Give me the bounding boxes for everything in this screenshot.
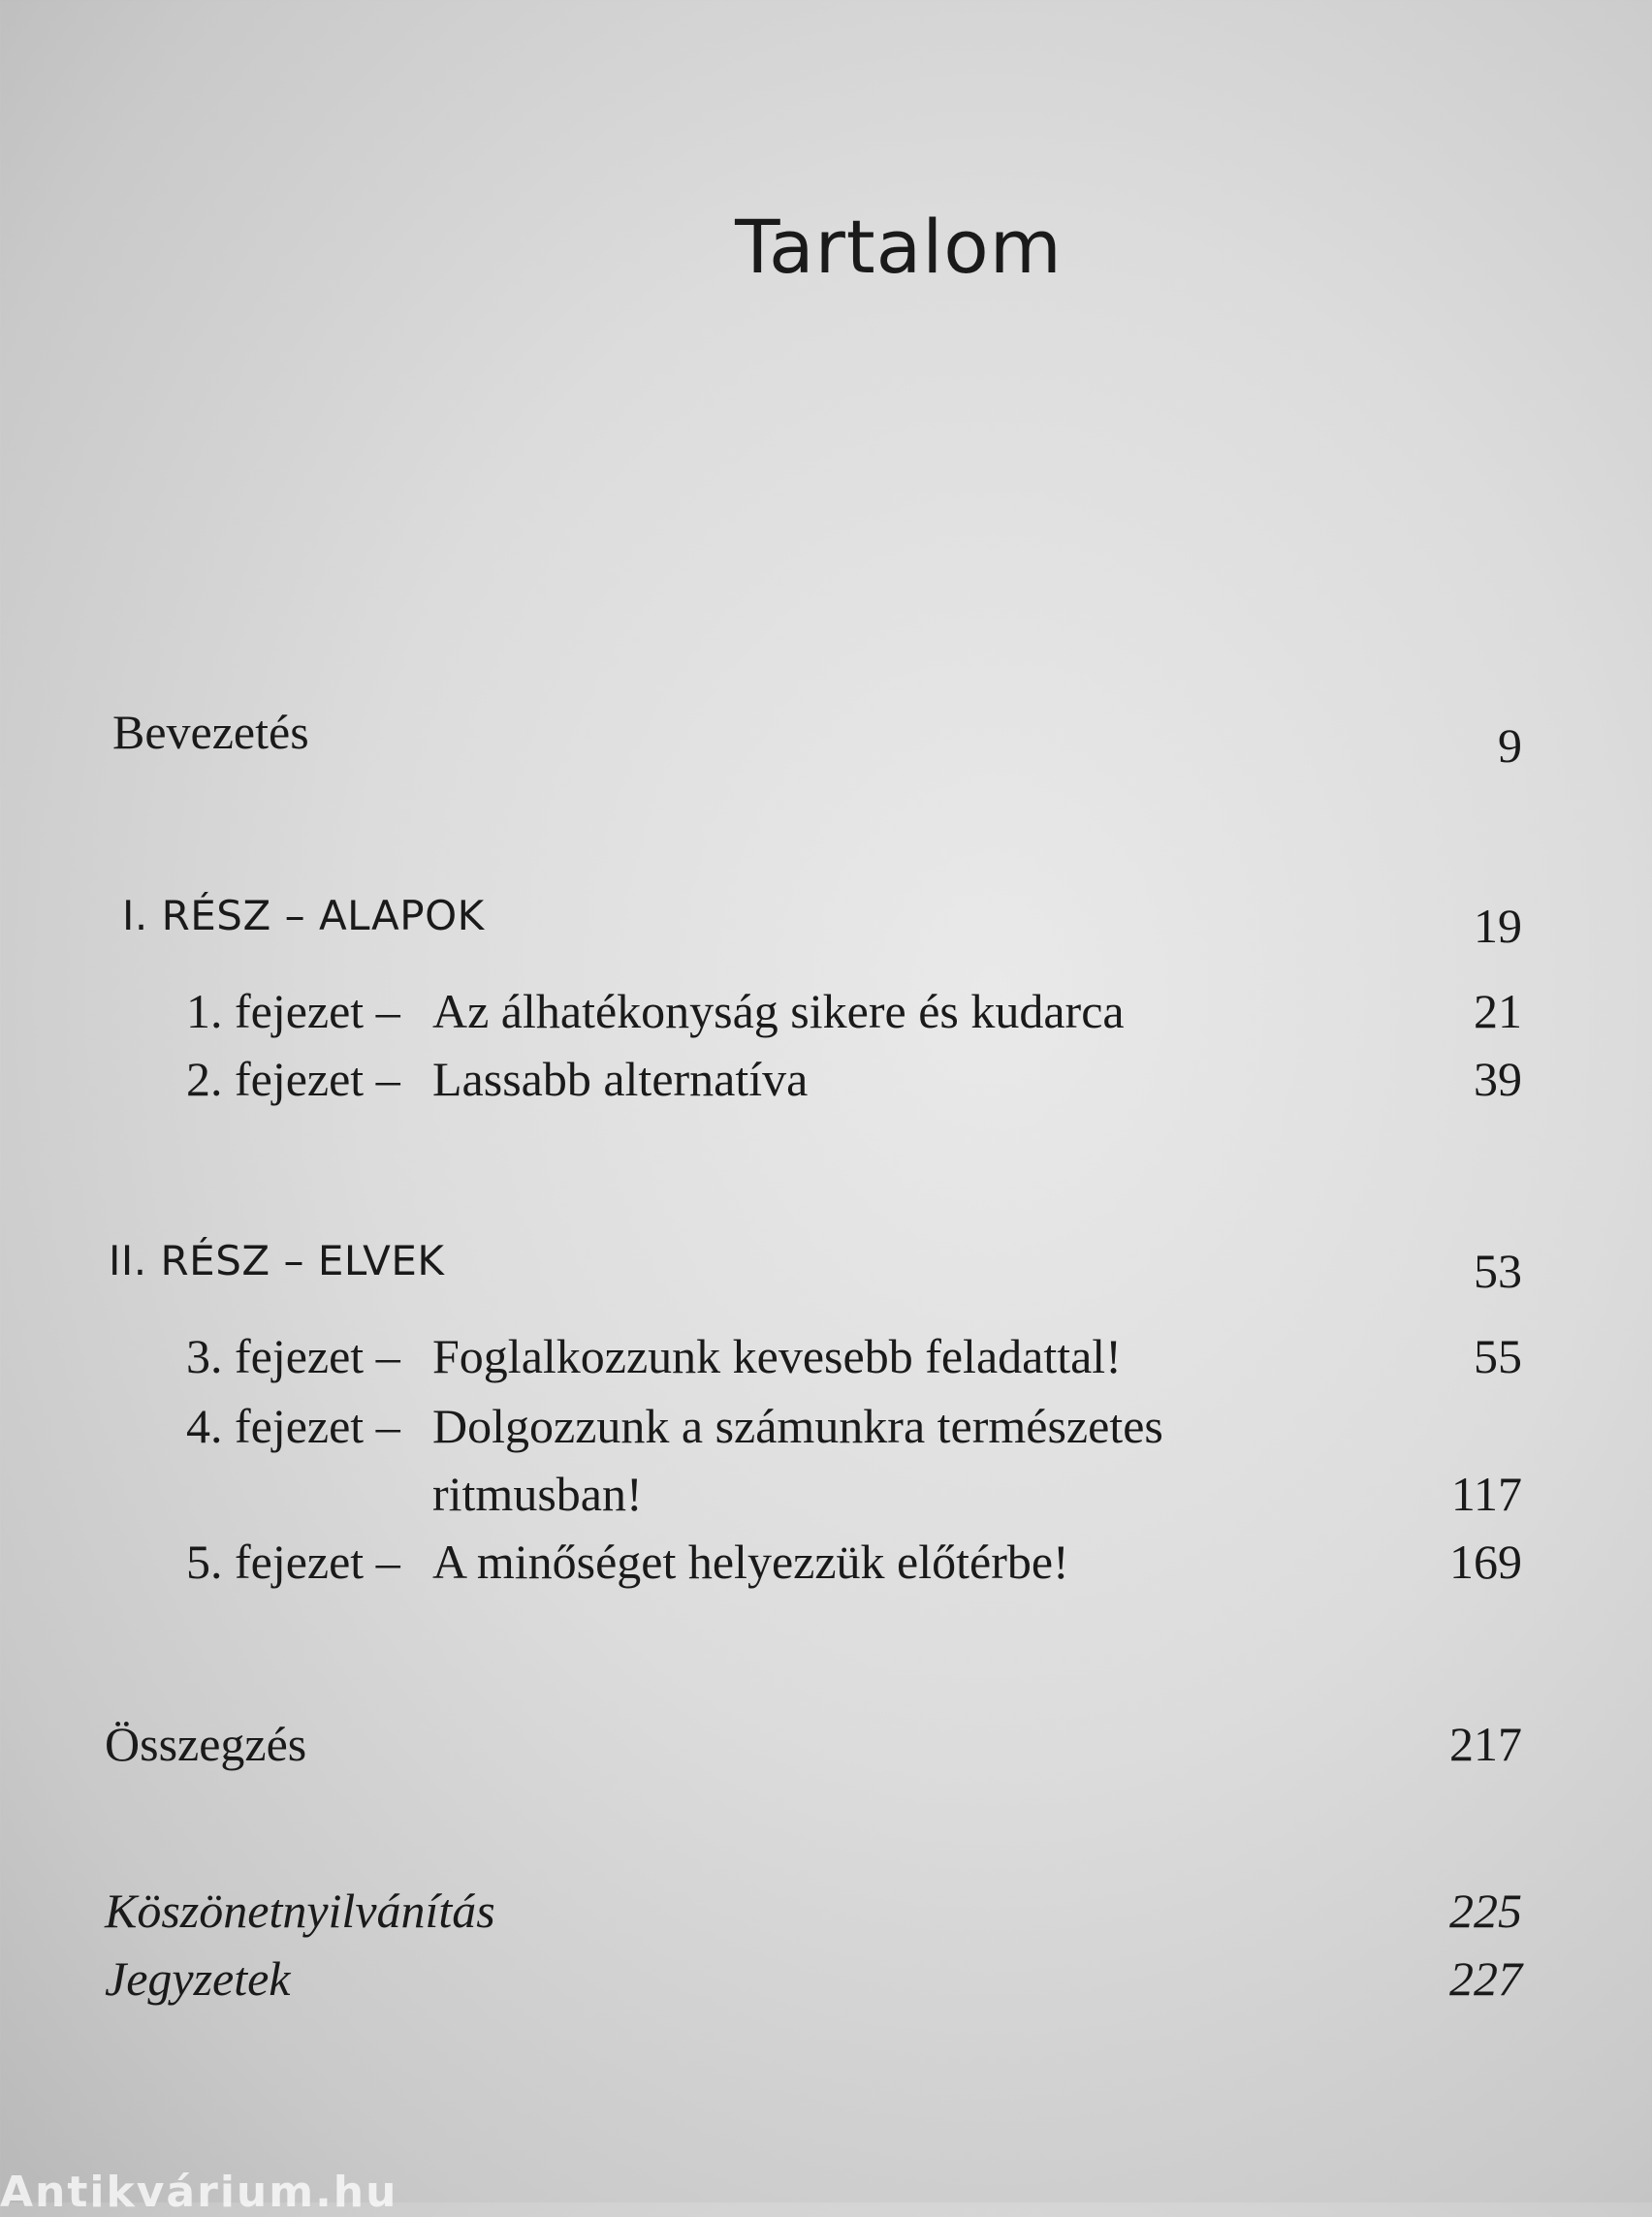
toc-entry-page: 227: [1449, 1951, 1522, 2006]
toc-entry-page: 225: [1449, 1884, 1522, 1938]
chapter-number: 3. fejezet –: [186, 1329, 400, 1383]
chapter-page: 21: [1474, 984, 1522, 1038]
toc-entry-page: 217: [1449, 1717, 1522, 1771]
toc-part-2[interactable]: [0, 1233, 1652, 1301]
toc-part-page: 19: [1474, 899, 1522, 953]
chapter-page: 39: [1474, 1052, 1522, 1106]
toc-chapter-1[interactable]: [0, 983, 1652, 1051]
chapter-title-line-1: Dolgozzunk a számunkra természetes: [432, 1399, 1163, 1453]
page-title: Tartalom: [735, 204, 1063, 290]
toc-part-label: II. RÉSZ – ELVEK: [109, 1237, 445, 1284]
toc-part-1[interactable]: [0, 888, 1652, 956]
toc-entry-intro[interactable]: [0, 704, 1652, 772]
toc-entry-label: Bevezetés: [112, 705, 309, 759]
toc-part-label: I. RÉSZ – ALAPOK: [122, 892, 485, 939]
toc-entry-label: Összegzés: [105, 1717, 307, 1771]
toc-part-page: 53: [1474, 1244, 1522, 1298]
chapter-number: 4. fejezet –: [186, 1399, 400, 1453]
toc-entry-acknowledgements[interactable]: [0, 1883, 1652, 1950]
toc-chapter-5[interactable]: [0, 1534, 1652, 1601]
chapter-title: Az álhatékonyság sikere és kudarca: [432, 984, 1125, 1038]
chapter-title: A minőséget helyezzük előtérbe!: [432, 1535, 1069, 1589]
toc-chapter-4[interactable]: [0, 1398, 1652, 1534]
chapter-number: 1. fejezet –: [186, 984, 400, 1038]
chapter-page: 117: [1450, 1467, 1522, 1521]
show-through-line: [0, 308, 1652, 358]
chapter-page: 55: [1474, 1329, 1522, 1383]
toc-chapter-3[interactable]: [0, 1328, 1652, 1396]
toc-entry-label: Jegyzetek: [105, 1951, 291, 2006]
chapter-title: Lassabb alternatíva: [432, 1052, 809, 1106]
show-through-line: [0, 374, 1652, 424]
chapter-title: Foglalkozzunk kevesebb feladattal!: [432, 1329, 1122, 1383]
show-through-line: [0, 242, 1652, 292]
toc-entry-notes[interactable]: [0, 1950, 1652, 2018]
chapter-title-line-2: ritmusban!: [432, 1467, 643, 1521]
toc-entry-label: Köszönetnyilvánítás: [105, 1884, 495, 1938]
watermark: Antikvárium.hu: [0, 2168, 398, 2217]
toc-entry-summary[interactable]: [0, 1716, 1652, 1784]
toc-entry-page: 9: [1498, 718, 1522, 773]
chapter-number: 2. fejezet –: [186, 1052, 400, 1106]
chapter-number: 5. fejezet –: [186, 1535, 400, 1589]
toc-chapter-2[interactable]: [0, 1051, 1652, 1119]
chapter-page: 169: [1449, 1535, 1522, 1589]
